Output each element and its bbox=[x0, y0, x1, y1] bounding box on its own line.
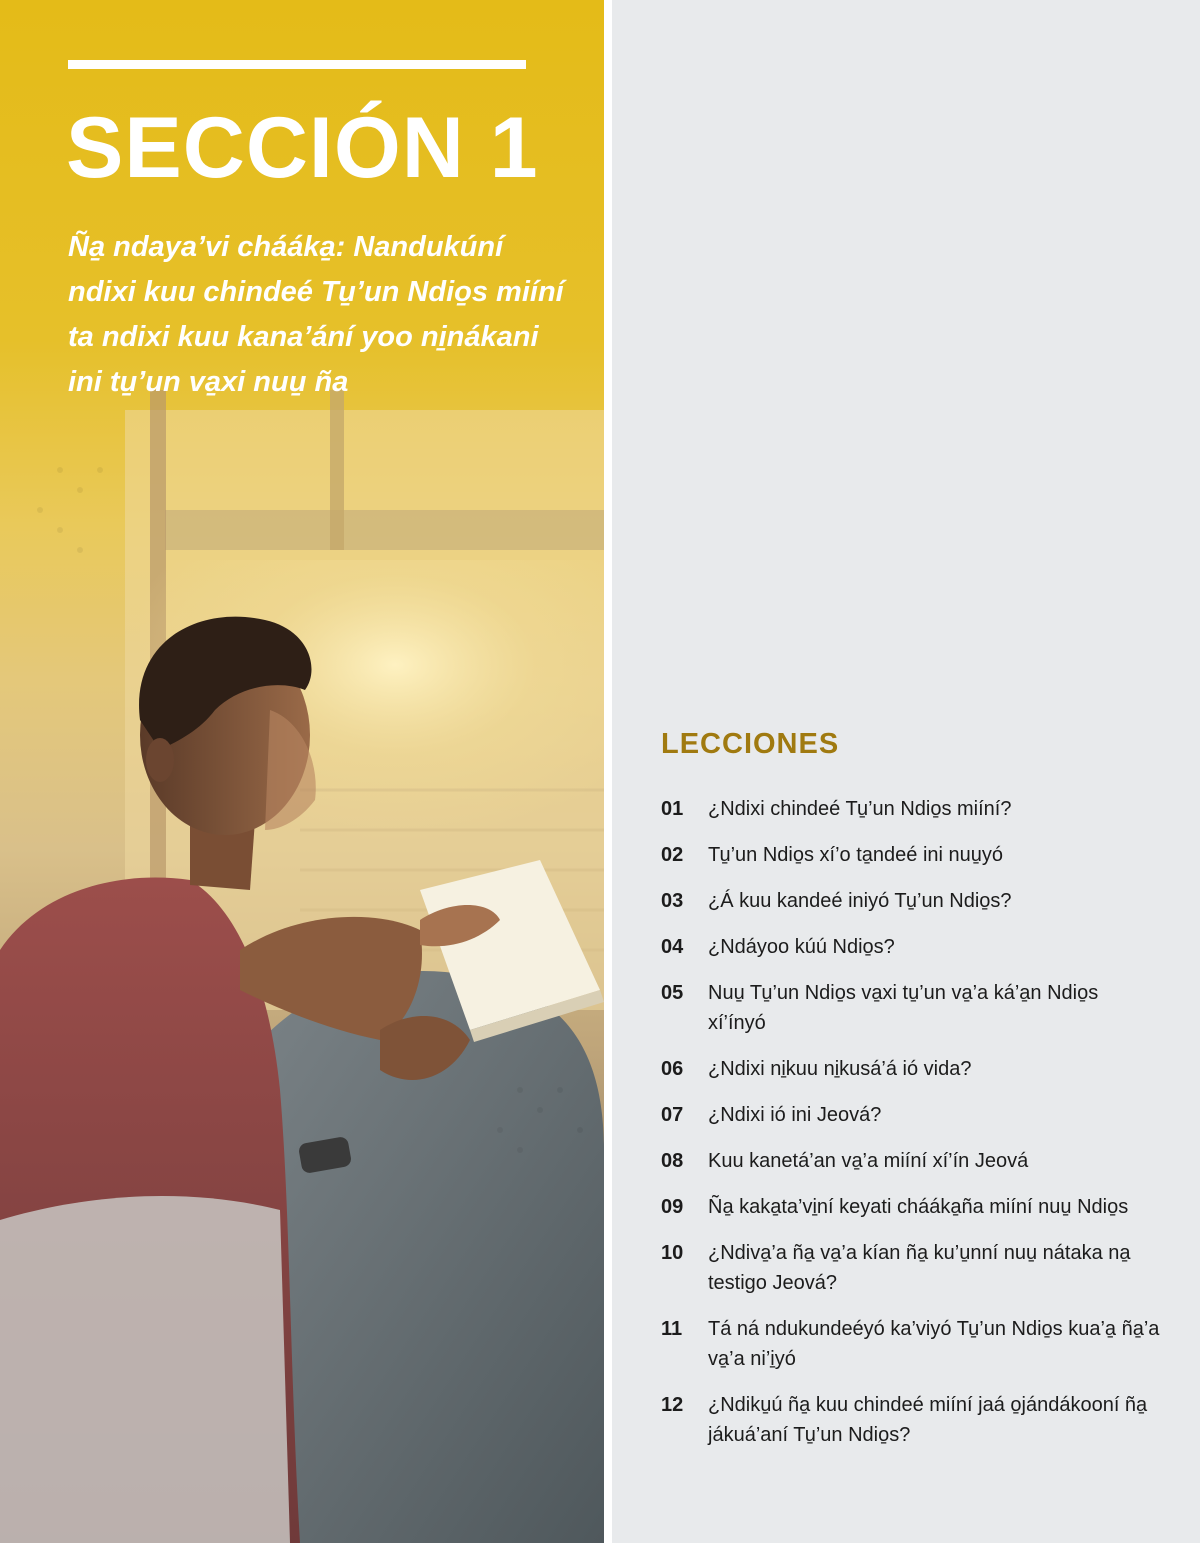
lesson-number: 05 bbox=[661, 982, 684, 1004]
shirt-lower-stripe bbox=[0, 1196, 290, 1543]
lesson-title: Kuu kanetá’an va̱’a miíní xí’ín Jeová bbox=[708, 1150, 1029, 1172]
lessons-heading: LECCIONES bbox=[661, 728, 840, 760]
lesson-item-09[interactable] bbox=[661, 1192, 1161, 1222]
lesson-item-02[interactable] bbox=[661, 840, 1161, 870]
lesson-title: Tá ná ndukundeéyó ka’viyó Tu̱’un Ndio̱s kua’a̱ ña̱’a va̱’a ni’i̱yó bbox=[708, 1318, 1160, 1370]
window-sash bbox=[165, 510, 604, 550]
section-subtitle: Ña̱ ndaya’vi chááka̱: Nandukúní ndixi kuu chindeé Tu̱’un Ndio̱s miíní ta ndixi kuu kana’ání yoo ni̱nákani ini tu̱’un va̱xi nuu̱ ña bbox=[68, 231, 564, 398]
lesson-number: 11 bbox=[661, 1318, 683, 1340]
lesson-title: ¿Ndiku̱ú ña̱ kuu chindeé miíní jaá o̱jándákooní ña̱ jákuá’aní Tu̱’un Ndio̱s? bbox=[708, 1394, 1148, 1446]
lesson-list bbox=[661, 794, 1161, 1466]
lesson-number: 06 bbox=[661, 1058, 684, 1080]
young-man-reading-illustration bbox=[0, 390, 604, 1543]
lesson-item-05[interactable] bbox=[661, 978, 1161, 1038]
lesson-number: 03 bbox=[661, 890, 684, 912]
lesson-item-11[interactable] bbox=[661, 1314, 1161, 1374]
lesson-item-04[interactable] bbox=[661, 932, 1161, 962]
lesson-title: ¿Ndiva̱’a ña̱ va̱’a kían ña̱ ku’u̱nní nuu̱ nátaka na̱ testigo Jeová? bbox=[708, 1242, 1131, 1294]
lesson-number: 10 bbox=[661, 1242, 684, 1264]
lesson-title: Nuu̱ Tu̱’un Ndio̱s va̱xi tu̱’un va̱’a ká’a̱n Ndio̱s xí’ínyó bbox=[708, 982, 1099, 1034]
lesson-number: 01 bbox=[661, 798, 684, 820]
panel-divider bbox=[604, 0, 612, 1543]
title-rule bbox=[68, 60, 526, 69]
lesson-item-03[interactable] bbox=[661, 886, 1161, 916]
lesson-number: 09 bbox=[661, 1196, 684, 1218]
lesson-item-10[interactable] bbox=[661, 1238, 1161, 1298]
lesson-title: ¿Ndixi ió ini Jeová? bbox=[708, 1104, 882, 1126]
lesson-title: ¿Á kuu kandeé iniyó Tu̱’un Ndio̱s? bbox=[708, 890, 1012, 912]
lesson-title: Ña̱ kaka̱ta’vi̱ní keyati chááka̱ña miíní nuu̱ Ndio̱s bbox=[708, 1196, 1129, 1218]
lesson-number: 08 bbox=[661, 1150, 684, 1172]
lesson-title: ¿Ndixi ni̱kuu ni̱kusá’á ió vida? bbox=[708, 1058, 972, 1080]
lesson-title: ¿Ndixi chindeé Tu̱’un Ndio̱s miíní? bbox=[708, 798, 1012, 820]
lesson-number: 02 bbox=[661, 844, 684, 866]
lesson-item-07[interactable] bbox=[661, 1100, 1161, 1130]
lesson-number: 04 bbox=[661, 936, 684, 958]
lesson-number: 07 bbox=[661, 1104, 684, 1126]
lesson-number: 12 bbox=[661, 1394, 684, 1416]
lesson-item-12[interactable] bbox=[661, 1390, 1161, 1450]
lesson-title: Tu̱’un Ndio̱s xí’o ta̱ndeé ini nuu̱yó bbox=[708, 844, 1003, 866]
lesson-item-08[interactable] bbox=[661, 1146, 1161, 1176]
lesson-item-01[interactable] bbox=[661, 794, 1161, 824]
lesson-title: ¿Ndáyoo kúú Ndio̱s? bbox=[708, 936, 895, 958]
section-title: SECCIÓN 1 bbox=[66, 100, 539, 196]
lesson-item-06[interactable] bbox=[661, 1054, 1161, 1084]
